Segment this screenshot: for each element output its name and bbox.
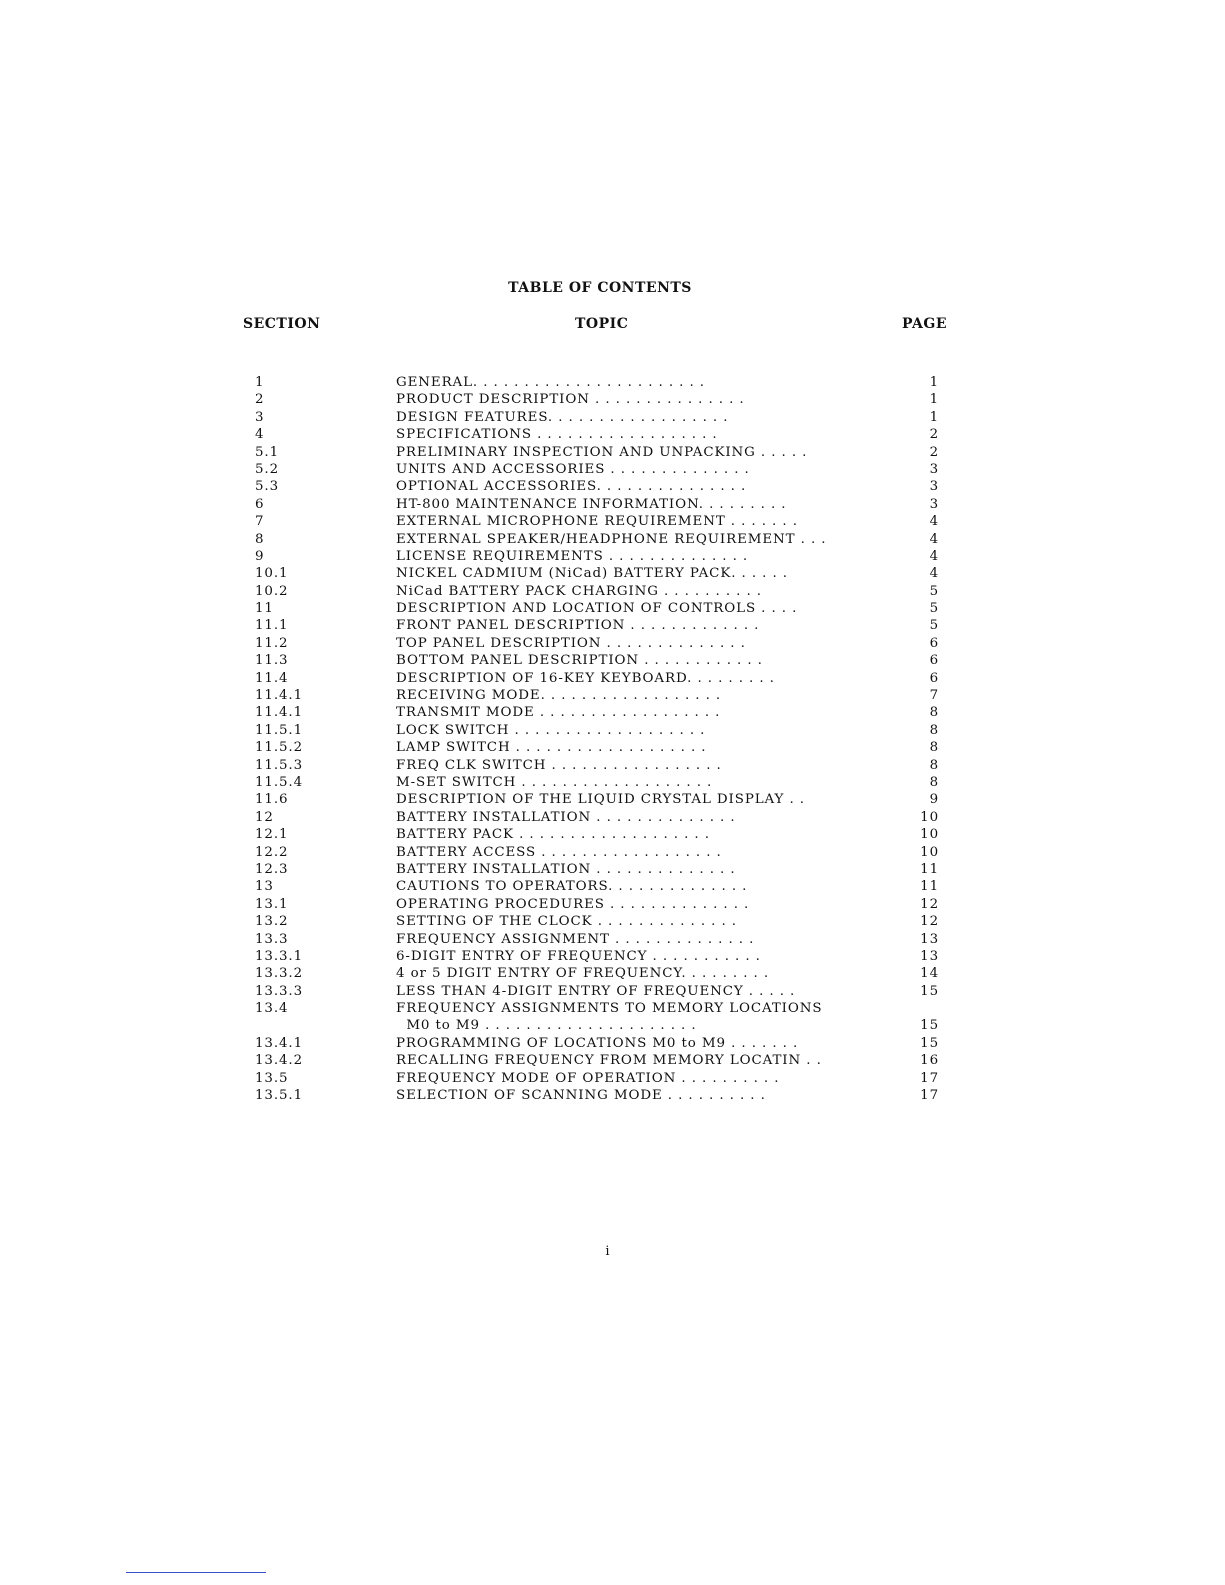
- toc-entry: [0, 948, 1225, 965]
- toc-section-number: 4: [255, 427, 265, 443]
- toc-section-number: 13.4.2: [255, 1053, 303, 1069]
- toc-topic-title: PROGRAMMING OF LOCATIONS M0 to M9 . . . . . . .: [396, 1035, 799, 1051]
- toc-entry: [0, 670, 1225, 687]
- toc-topic-title: M-SET SWITCH . . . . . . . . . . . . . . . . . . .: [396, 774, 713, 790]
- bottom-link-underline: [126, 1572, 266, 1573]
- toc-entry: [0, 461, 1225, 478]
- toc-page-number: 6: [929, 635, 939, 651]
- toc-topic-title: PRODUCT DESCRIPTION . . . . . . . . . . . . . . .: [396, 392, 745, 408]
- toc-section-number: 11.4.1: [255, 705, 303, 721]
- toc-page-number: 10: [920, 844, 939, 860]
- toc-section-number: 13: [255, 879, 274, 895]
- toc-section-number: 11.4: [255, 670, 289, 686]
- toc-section-number: 5.1: [255, 444, 279, 460]
- toc-topic-title: BATTERY ACCESS . . . . . . . . . . . . . . . . . .: [396, 844, 722, 860]
- toc-page-number: 1: [929, 409, 939, 425]
- toc-topic-title: RECEIVING MODE. . . . . . . . . . . . . . . . . .: [396, 688, 722, 704]
- toc-page-number: 9: [929, 792, 939, 808]
- toc-topic-title: FREQUENCY ASSIGNMENT . . . . . . . . . . . . . .: [396, 931, 755, 947]
- toc-page-number: 12: [920, 914, 939, 930]
- toc-topic-title: SETTING OF THE CLOCK . . . . . . . . . . . . . .: [396, 914, 737, 930]
- toc-topic-title: TRANSMIT MODE . . . . . . . . . . . . . . . . . .: [396, 705, 721, 721]
- toc-entry: [0, 391, 1225, 408]
- toc-page-number: 15: [920, 983, 939, 999]
- toc-entry: [0, 739, 1225, 756]
- toc-topic-title: LAMP SWITCH . . . . . . . . . . . . . . . . . . .: [396, 740, 707, 756]
- toc-section-number: 11.5.4: [255, 774, 303, 790]
- toc-section-number: 2: [255, 392, 265, 408]
- toc-section-number: 13.4: [255, 1001, 289, 1017]
- toc-page-number: 12: [920, 896, 939, 912]
- toc-topic-title: RECALLING FREQUENCY FROM MEMORY LOCATIN . .: [396, 1053, 822, 1069]
- toc-topic-title: FREQUENCY MODE OF OPERATION . . . . . . . . . .: [396, 1070, 780, 1086]
- toc-topic-title: BATTERY PACK . . . . . . . . . . . . . . . . . . .: [396, 827, 710, 843]
- toc-page-number: 10: [920, 827, 939, 843]
- toc-topic-title: BOTTOM PANEL DESCRIPTION . . . . . . . . . . . .: [396, 653, 763, 669]
- toc-entry: [0, 1052, 1225, 1069]
- toc-topic-title: LOCK SWITCH . . . . . . . . . . . . . . . . . . .: [396, 722, 706, 738]
- toc-entry: [0, 809, 1225, 826]
- toc-page-number: 14: [920, 966, 939, 982]
- toc-section-number: 13.3.3: [255, 983, 303, 999]
- toc-entry: [0, 478, 1225, 495]
- toc-section-number: 8: [255, 531, 265, 547]
- toc-topic-title: 4 or 5 DIGIT ENTRY OF FREQUENCY. . . . . . . . .: [396, 966, 770, 982]
- toc-section-number: 10.2: [255, 583, 289, 599]
- toc-section-number: 10.1: [255, 566, 289, 582]
- toc-entry: [0, 1017, 1225, 1034]
- toc-entry: [0, 844, 1225, 861]
- toc-page-number: 7: [929, 688, 939, 704]
- toc-section-number: 11: [255, 601, 274, 617]
- toc-entry: [0, 983, 1225, 1000]
- toc-section-number: 11.5.1: [255, 722, 303, 738]
- toc-page-number: 2: [929, 444, 939, 460]
- toc-topic-title: BATTERY INSTALLATION . . . . . . . . . . . . . .: [396, 861, 736, 877]
- toc-section-number: 5.3: [255, 479, 279, 495]
- toc-section-number: 13.5: [255, 1070, 289, 1086]
- toc-topic-title: OPERATING PROCEDURES . . . . . . . . . . . . . .: [396, 896, 750, 912]
- toc-topic-title: TOP PANEL DESCRIPTION . . . . . . . . . . . . . .: [396, 635, 746, 651]
- toc-entry: [0, 861, 1225, 878]
- toc-topic-title: DESCRIPTION AND LOCATION OF CONTROLS . . . .: [396, 601, 798, 617]
- toc-title: TABLE OF CONTENTS: [508, 280, 692, 296]
- toc-page-number: 4: [929, 566, 939, 582]
- toc-entry: [0, 1035, 1225, 1052]
- toc-section-number: 11.5.3: [255, 757, 303, 773]
- toc-entry: [0, 791, 1225, 808]
- toc-section-number: 11.6: [255, 792, 289, 808]
- toc-topic-title: BATTERY INSTALLATION . . . . . . . . . . . . . .: [396, 809, 736, 825]
- toc-entry: [0, 687, 1225, 704]
- toc-page-number: 5: [929, 583, 939, 599]
- toc-section-number: 1: [255, 375, 265, 390]
- toc-entry: [0, 722, 1225, 739]
- toc-section-number: 12.3: [255, 861, 289, 877]
- toc-entry: [0, 548, 1225, 565]
- toc-entry: [0, 965, 1225, 982]
- toc-topic-title: HT-800 MAINTENANCE INFORMATION. . . . . . . . .: [396, 496, 787, 512]
- toc-section-number: 9: [255, 548, 265, 564]
- section-column-header: SECTION: [243, 316, 321, 332]
- toc-entry: [0, 913, 1225, 930]
- toc-page-number: 8: [929, 722, 939, 738]
- toc-entry: [0, 513, 1225, 530]
- topic-column-header: TOPIC: [575, 316, 629, 332]
- toc-topic-title: SPECIFICATIONS . . . . . . . . . . . . . . . . . .: [396, 427, 718, 443]
- toc-entry: [0, 878, 1225, 895]
- toc-list: [0, 374, 1225, 1104]
- toc-entry: [0, 531, 1225, 548]
- toc-topic-title: FREQ CLK SWITCH . . . . . . . . . . . . . . . . .: [396, 757, 722, 773]
- toc-topic-title: GENERAL. . . . . . . . . . . . . . . . . . . . . . .: [396, 375, 705, 390]
- toc-page-number: 16: [920, 1053, 939, 1069]
- toc-entry: [0, 565, 1225, 582]
- toc-topic-title: M0 to M9 . . . . . . . . . . . . . . . . . . . . .: [396, 1018, 697, 1034]
- toc-page-number: 1: [929, 375, 939, 390]
- toc-section-number: 13.2: [255, 914, 289, 930]
- toc-page-number: 3: [929, 496, 939, 512]
- toc-entry: [0, 635, 1225, 652]
- page-number: i: [605, 1244, 610, 1259]
- toc-section-number: 13.3: [255, 931, 289, 947]
- toc-topic-title: DESIGN FEATURES. . . . . . . . . . . . . . . . . .: [396, 409, 729, 425]
- toc-page-number: 3: [929, 461, 939, 477]
- toc-page-number: 15: [920, 1018, 939, 1034]
- toc-topic-title: LICENSE REQUIREMENTS . . . . . . . . . . . . . .: [396, 548, 749, 564]
- toc-section-number: 11.5.2: [255, 740, 303, 756]
- toc-topic-title: SELECTION OF SCANNING MODE . . . . . . . . . .: [396, 1088, 766, 1104]
- toc-section-number: 5.2: [255, 461, 279, 477]
- toc-page-number: 5: [929, 601, 939, 617]
- toc-entry: [0, 426, 1225, 443]
- toc-section-number: 12.1: [255, 827, 289, 843]
- toc-entry: [0, 774, 1225, 791]
- toc-section-number: 11.3: [255, 653, 289, 669]
- toc-page-number: 17: [920, 1070, 939, 1086]
- toc-topic-title: FREQUENCY ASSIGNMENTS TO MEMORY LOCATIONS: [396, 1001, 823, 1017]
- toc-entry: [0, 374, 1225, 391]
- toc-section-number: 13.4.1: [255, 1035, 303, 1051]
- toc-page-number: 8: [929, 774, 939, 790]
- toc-page-number: 2: [929, 427, 939, 443]
- toc-page-number: 8: [929, 757, 939, 773]
- toc-page-number: 5: [929, 618, 939, 634]
- toc-page-number: 4: [929, 548, 939, 564]
- toc-topic-title: UNITS AND ACCESSORIES . . . . . . . . . . . . . .: [396, 461, 750, 477]
- toc-section-number: 12.2: [255, 844, 289, 860]
- toc-section-number: 12: [255, 809, 274, 825]
- toc-section-number: 13.3.1: [255, 948, 303, 964]
- toc-page-number: 13: [920, 948, 939, 964]
- toc-entry: [0, 1000, 1225, 1017]
- toc-section-number: 11.2: [255, 635, 289, 651]
- toc-entry: [0, 1087, 1225, 1104]
- toc-topic-title: PRELIMINARY INSPECTION AND UNPACKING . . . . .: [396, 444, 808, 460]
- toc-page-number: 3: [929, 479, 939, 495]
- toc-section-number: 3: [255, 409, 265, 425]
- toc-section-number: 13.3.2: [255, 966, 303, 982]
- toc-entry: [0, 652, 1225, 669]
- toc-topic-title: FRONT PANEL DESCRIPTION . . . . . . . . . . . . .: [396, 618, 760, 634]
- toc-topic-title: NiCad BATTERY PACK CHARGING . . . . . . . . . .: [396, 583, 762, 599]
- toc-page-number: 4: [929, 531, 939, 547]
- toc-page-number: 6: [929, 670, 939, 686]
- toc-entry: [0, 496, 1225, 513]
- toc-topic-title: 6-DIGIT ENTRY OF FREQUENCY . . . . . . . . . . .: [396, 948, 761, 964]
- toc-topic-title: EXTERNAL SPEAKER/HEADPHONE REQUIREMENT . . .: [396, 531, 827, 547]
- toc-section-number: 6: [255, 496, 265, 512]
- toc-page-number: 11: [920, 879, 939, 895]
- toc-topic-title: OPTIONAL ACCESSORIES. . . . . . . . . . . . . . .: [396, 479, 747, 495]
- toc-topic-title: LESS THAN 4-DIGIT ENTRY OF FREQUENCY . . . . .: [396, 983, 796, 999]
- page-column-header: PAGE: [902, 316, 947, 332]
- toc-topic-title: NICKEL CADMIUM (NiCad) BATTERY PACK. . . . . .: [396, 566, 788, 582]
- toc-page-number: 10: [920, 809, 939, 825]
- toc-topic-title: EXTERNAL MICROPHONE REQUIREMENT . . . . . . .: [396, 514, 798, 530]
- toc-entry: [0, 896, 1225, 913]
- toc-page-number: 1: [929, 392, 939, 408]
- toc-topic-title: CAUTIONS TO OPERATORS. . . . . . . . . . . . . .: [396, 879, 748, 895]
- toc-entry: [0, 1070, 1225, 1087]
- toc-entry: [0, 617, 1225, 634]
- toc-entry: [0, 409, 1225, 426]
- toc-page-number: 11: [920, 861, 939, 877]
- toc-entry: [0, 600, 1225, 617]
- toc-section-number: 7: [255, 514, 265, 530]
- toc-page-number: 17: [920, 1088, 939, 1104]
- toc-section-number: 11.1: [255, 618, 289, 634]
- toc-entry: [0, 931, 1225, 948]
- toc-entry: [0, 583, 1225, 600]
- toc-entry: [0, 757, 1225, 774]
- toc-page-number: 4: [929, 514, 939, 530]
- toc-page-number: 15: [920, 1035, 939, 1051]
- toc-entry: [0, 444, 1225, 461]
- toc-page-number: 13: [920, 931, 939, 947]
- toc-topic-title: DESCRIPTION OF THE LIQUID CRYSTAL DISPLAY . .: [396, 792, 805, 808]
- toc-entry: [0, 704, 1225, 721]
- toc-page-number: 8: [929, 740, 939, 756]
- toc-page-number: 6: [929, 653, 939, 669]
- toc-section-number: 11.4.1: [255, 688, 303, 704]
- toc-entry: [0, 826, 1225, 843]
- toc-section-number: 13.5.1: [255, 1088, 303, 1104]
- toc-page-number: 8: [929, 705, 939, 721]
- toc-topic-title: DESCRIPTION OF 16-KEY KEYBOARD. . . . . . . . .: [396, 670, 775, 686]
- toc-section-number: 13.1: [255, 896, 289, 912]
